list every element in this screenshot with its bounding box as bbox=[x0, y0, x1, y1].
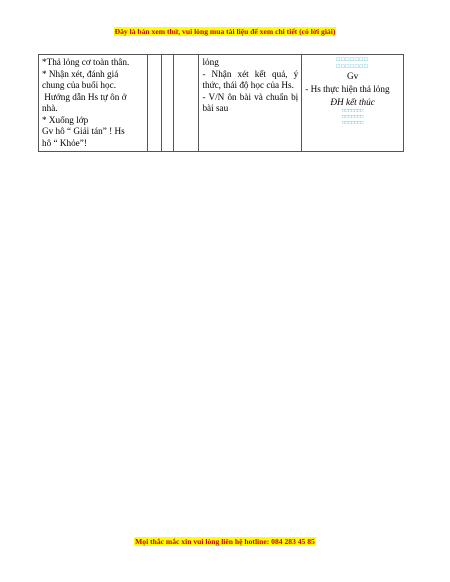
content-line: Gv hô “ Giải tán” ! Hs bbox=[42, 126, 125, 136]
content-line: Hướng dẫn Hs tự ôn ở bbox=[42, 91, 127, 102]
content-line: * Xuống lớp bbox=[42, 114, 89, 125]
method-cell bbox=[199, 55, 302, 152]
empty-cell bbox=[161, 55, 174, 152]
organization-text: - Hs thực hiện thả lỏng bbox=[305, 83, 390, 94]
method-line: - V/N ôn bài và chuẩn bị bài sau bbox=[202, 91, 301, 113]
content-line: hô “ Khỏe”! bbox=[42, 137, 87, 148]
empty-cell bbox=[174, 55, 199, 152]
content-line: chung của buổi học. bbox=[42, 80, 116, 90]
hotline-text: Mọi thắc mắc xin vui lòng liên hệ hotline: 084 283 45 85 bbox=[135, 537, 315, 546]
organization-cell bbox=[302, 55, 404, 152]
content-line: * Nhận xét, đánh giá bbox=[42, 68, 119, 79]
teacher-marker bbox=[305, 71, 400, 84]
empty-cell bbox=[148, 55, 162, 152]
formation-diagram-top: □□□□□□□ bbox=[336, 64, 369, 70]
formation-diagram-bottom: □□□□□□□ bbox=[342, 114, 364, 120]
method-line: - Nhận xét kết quả, ý thức, thái độ học của Hs. bbox=[202, 68, 301, 90]
end-formation-label: ĐH kết thúc bbox=[330, 97, 375, 107]
teacher-label: Gv bbox=[347, 71, 359, 81]
table-row bbox=[39, 55, 404, 152]
formation-diagram-top: □□□□□□□ bbox=[336, 57, 369, 63]
formation-diagram-bottom: □□□□□□□ bbox=[342, 120, 364, 126]
content-line: *Thả lỏng cơ toàn thân. bbox=[42, 57, 130, 67]
method-line: lỏng bbox=[202, 57, 219, 67]
lesson-plan-table bbox=[38, 54, 404, 152]
hotline-banner bbox=[0, 537, 450, 546]
preview-notice-text: Đây là bản xem thử, vui lòng mua tài liệu để xem chi tiết (có lời giải) bbox=[114, 27, 336, 36]
content-line: nhà. bbox=[42, 103, 58, 113]
formation-diagram-bottom: □□□□□□□ bbox=[342, 108, 364, 114]
activity-content-cell bbox=[39, 55, 148, 152]
preview-notice-banner bbox=[0, 27, 450, 36]
